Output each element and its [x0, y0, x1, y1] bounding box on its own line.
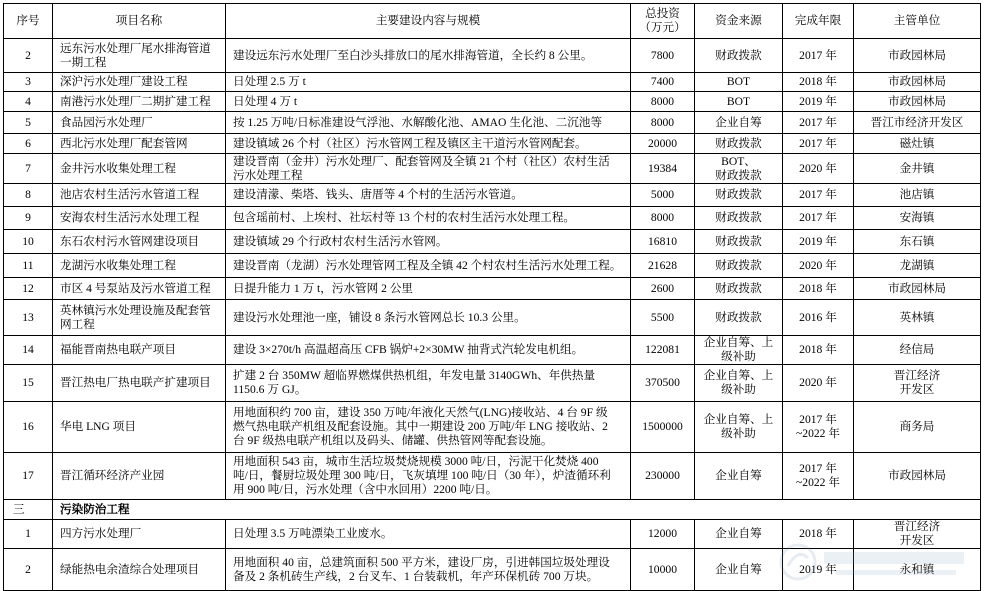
cell-content: 建设晋南（金井）污水处理厂、配套管网及全镇 21 个村（社区）农村生活 污水处理工程 [226, 154, 631, 184]
cell-content: 建设远东污水处理厂至白沙头排放口的尾水排海管道，全长约 8 公里。 [226, 39, 631, 73]
cell-deadline: 2017 年 [783, 184, 854, 207]
cell-content: 按 1.25 万吨/日标准建设气浮池、水解酸化池、AMAO 生化池、二沉池等 [226, 112, 631, 134]
projects-table [3, 3, 981, 591]
cell-funding: 财政拨款 [695, 184, 783, 207]
cell-investment: 16810 [631, 230, 695, 254]
cell-deadline: 2020 年 [783, 254, 854, 278]
table-row [4, 549, 981, 591]
cell-department: 晋江经济 开发区 [854, 365, 981, 402]
cell-name: 金井污水收集处理工程 [53, 154, 226, 184]
cell-investment: 20000 [631, 134, 695, 154]
cell-funding: 财政拨款 [695, 39, 783, 73]
cell-department: 市政园林局 [854, 92, 981, 112]
cell-deadline: 2019 年 [783, 549, 854, 591]
header-funding: 资金来源 [695, 4, 783, 39]
cell-investment: 5500 [631, 300, 695, 336]
cell-department: 市政园林局 [854, 278, 981, 300]
cell-department: 经信局 [854, 336, 981, 365]
table-row [4, 73, 981, 92]
cell-content: 用地面积约 700 亩，建设 350 万吨/年液化天然气(LNG)接收站、4 台 9F 级 燃气热电联产机组及配套设施。其中一期建设 200 万吨/年 LNG 接收站、2 台 9F 级热电联产机组以及码头、储罐、供热管网等配套设施。 [226, 402, 631, 453]
header-name: 项目名称 [53, 4, 226, 39]
cell-name: 池店农村生活污水管道工程 [53, 184, 226, 207]
cell-investment: 230000 [631, 453, 695, 500]
cell-investment: 8000 [631, 112, 695, 134]
cell-department: 安海镇 [854, 207, 981, 230]
cell-investment: 7800 [631, 39, 695, 73]
cell-department: 永和镇 [854, 549, 981, 591]
cell-deadline: 2017 年 ~2022 年 [783, 402, 854, 453]
cell-seq: 17 [4, 453, 53, 500]
cell-name: 四方污水处理厂 [53, 520, 226, 549]
cell-content: 用地面积 40 亩，总建筑面积 500 平方米，建设厂房，引进韩国垃圾处理设 备及 2 条机砖生产线，2 台叉车、1 台装载机，年产环保机砖 700 万块。 [226, 549, 631, 591]
cell-department: 晋江经济 开发区 [854, 520, 981, 549]
cell-deadline: 2017 年 [783, 207, 854, 230]
cell-deadline: 2019 年 [783, 230, 854, 254]
cell-investment: 8000 [631, 207, 695, 230]
cell-seq: 5 [4, 112, 53, 134]
cell-content: 建设镇域 26 个村（社区）污水管网工程及镇区主干道污水管网配套。 [226, 134, 631, 154]
cell-funding: BOT [695, 73, 783, 92]
cell-deadline: 2018 年 [783, 73, 854, 92]
cell-seq: 6 [4, 134, 53, 154]
cell-content: 建设镇域 29 个行政村农村生活污水管网。 [226, 230, 631, 254]
section-row [4, 500, 981, 520]
cell-investment: 19384 [631, 154, 695, 184]
cell-funding: 企业自筹 [695, 549, 783, 591]
cell-deadline: 2019 年 [783, 92, 854, 112]
cell-funding: 企业自筹 [695, 112, 783, 134]
cell-department: 英林镇 [854, 300, 981, 336]
cell-department: 磁灶镇 [854, 134, 981, 154]
cell-seq: 10 [4, 230, 53, 254]
cell-deadline: 2017 年 [783, 112, 854, 134]
cell-deadline: 2018 年 [783, 336, 854, 365]
table-row [4, 134, 981, 154]
cell-funding: 财政拨款 [695, 230, 783, 254]
cell-funding: 企业自筹、上 级补助 [695, 365, 783, 402]
cell-department: 市政园林局 [854, 39, 981, 73]
table-row [4, 402, 981, 453]
cell-deadline: 2017 年 [783, 134, 854, 154]
cell-name: 龙湖污水收集处理工程 [53, 254, 226, 278]
cell-content: 建设清濛、柴塔、钱头、唐厝等 4 个村的生活污水管道。 [226, 184, 631, 207]
table-row [4, 453, 981, 500]
cell-investment: 21628 [631, 254, 695, 278]
cell-name: 东石农村污水管网建设项目 [53, 230, 226, 254]
header-seq: 序号 [4, 4, 53, 39]
table-row [4, 184, 981, 207]
cell-name: 深沪污水处理厂建设工程 [53, 73, 226, 92]
cell-seq: 2 [4, 39, 53, 73]
cell-content: 日处理 3.5 万吨漂染工业废水。 [226, 520, 631, 549]
cell-deadline: 2017 年 ~2022 年 [783, 453, 854, 500]
cell-funding: 财政拨款 [695, 278, 783, 300]
cell-deadline: 2020 年 [783, 365, 854, 402]
cell-deadline: 2020 年 [783, 154, 854, 184]
cell-name: 南港污水处理厂二期扩建工程 [53, 92, 226, 112]
cell-content: 建设污水处理池一座，铺设 8 条污水管网总长 10.3 公里。 [226, 300, 631, 336]
cell-investment: 8000 [631, 92, 695, 112]
cell-department: 市政园林局 [854, 453, 981, 500]
cell-name: 绿能热电余渣综合处理项目 [53, 549, 226, 591]
cell-seq: 9 [4, 207, 53, 230]
cell-content: 日处理 4 万 t [226, 92, 631, 112]
table-row [4, 520, 981, 549]
cell-name: 市区 4 号泵站及污水管道工程 [53, 278, 226, 300]
header-department: 主管单位 [854, 4, 981, 39]
table-row [4, 365, 981, 402]
table-row [4, 92, 981, 112]
cell-name: 晋江循环经济产业园 [53, 453, 226, 500]
cell-seq: 8 [4, 184, 53, 207]
cell-seq: 14 [4, 336, 53, 365]
cell-deadline: 2017 年 [783, 39, 854, 73]
cell-content: 用地面积 543 亩，城市生活垃圾焚烧规模 3000 吨/日，污泥干化焚烧 400 吨/日，餐厨垃圾处理 300 吨/日，飞灰填埋 100 吨/日（30 年），炉渣循环利 用 900 吨/日，污水处理（含中水回用）2200 吨/日。 [226, 453, 631, 500]
cell-investment: 122081 [631, 336, 695, 365]
table-row [4, 207, 981, 230]
cell-seq: 12 [4, 278, 53, 300]
cell-seq: 16 [4, 402, 53, 453]
table-row [4, 39, 981, 73]
cell-department: 商务局 [854, 402, 981, 453]
cell-content: 包含瑶前村、上埃村、社坛村等 13 个村的农村生活污水处理工程。 [226, 207, 631, 230]
cell-investment: 2600 [631, 278, 695, 300]
cell-seq: 15 [4, 365, 53, 402]
cell-seq: 4 [4, 92, 53, 112]
cell-deadline: 2018 年 [783, 520, 854, 549]
cell-department: 市政园林局 [854, 73, 981, 92]
cell-deadline: 2018 年 [783, 278, 854, 300]
cell-content: 扩建 2 台 350MW 超临界燃煤供热机组，年发电量 3140GWh、年供热量 1150.6 万 GJ。 [226, 365, 631, 402]
cell-name: 食品园污水处理厂 [53, 112, 226, 134]
cell-funding: 财政拨款 [695, 300, 783, 336]
table-row [4, 278, 981, 300]
table-row [4, 300, 981, 336]
cell-funding: 财政拨款 [695, 254, 783, 278]
cell-seq: 3 [4, 73, 53, 92]
table-row [4, 254, 981, 278]
cell-content: 建设 3×270t/h 高温超高压 CFB 锅炉+2×30MW 抽背式汽轮发电机组。 [226, 336, 631, 365]
cell-deadline: 2016 年 [783, 300, 854, 336]
table-row [4, 154, 981, 184]
cell-funding: 企业自筹、上 级补助 [695, 402, 783, 453]
cell-department: 金井镇 [854, 154, 981, 184]
cell-seq: 7 [4, 154, 53, 184]
cell-investment: 12000 [631, 520, 695, 549]
cell-name: 英林镇污水处理设施及配套管 网工程 [53, 300, 226, 336]
section-title: 污染防治工程 [53, 500, 981, 520]
cell-investment: 5000 [631, 184, 695, 207]
section-seq: 三 [4, 500, 53, 520]
header-deadline: 完成年限 [783, 4, 854, 39]
cell-content: 建设晋南（龙湖）污水处理管网工程及全镇 42 个村农村生活污水处理工程。 [226, 254, 631, 278]
header-investment: 总投资 （万元） [631, 4, 695, 39]
cell-investment: 1500000 [631, 402, 695, 453]
header-content: 主要建设内容与规模 [226, 4, 631, 39]
cell-seq: 1 [4, 520, 53, 549]
table-row [4, 336, 981, 365]
table-row [4, 112, 981, 134]
cell-name: 西北污水处理厂配套管网 [53, 134, 226, 154]
cell-funding: 财政拨款 [695, 207, 783, 230]
cell-content: 日处理 2.5 万 t [226, 73, 631, 92]
cell-funding: 财政拨款 [695, 134, 783, 154]
cell-funding: BOT、 财政拨款 [695, 154, 783, 184]
cell-name: 华电 LNG 项目 [53, 402, 226, 453]
cell-department: 晋江市经济开发区 [854, 112, 981, 134]
cell-department: 东石镇 [854, 230, 981, 254]
cell-name: 远东污水处理厂尾水排海管道 一期工程 [53, 39, 226, 73]
cell-name: 安海农村生活污水处理工程 [53, 207, 226, 230]
cell-seq: 11 [4, 254, 53, 278]
table-row [4, 230, 981, 254]
cell-investment: 370500 [631, 365, 695, 402]
cell-funding: 企业自筹、上 级补助 [695, 336, 783, 365]
cell-name: 福能晋南热电联产项目 [53, 336, 226, 365]
cell-content: 日提升能力 1 万 t，污水管网 2 公里 [226, 278, 631, 300]
cell-funding: BOT [695, 92, 783, 112]
cell-department: 池店镇 [854, 184, 981, 207]
cell-department: 龙湖镇 [854, 254, 981, 278]
cell-investment: 10000 [631, 549, 695, 591]
cell-funding: 企业自筹 [695, 453, 783, 500]
cell-investment: 7400 [631, 73, 695, 92]
table-header-row [4, 4, 981, 39]
cell-seq: 13 [4, 300, 53, 336]
cell-funding: 企业自筹 [695, 520, 783, 549]
table-body [4, 39, 981, 591]
cell-name: 晋江热电厂热电联产扩建项目 [53, 365, 226, 402]
cell-seq: 2 [4, 549, 53, 591]
